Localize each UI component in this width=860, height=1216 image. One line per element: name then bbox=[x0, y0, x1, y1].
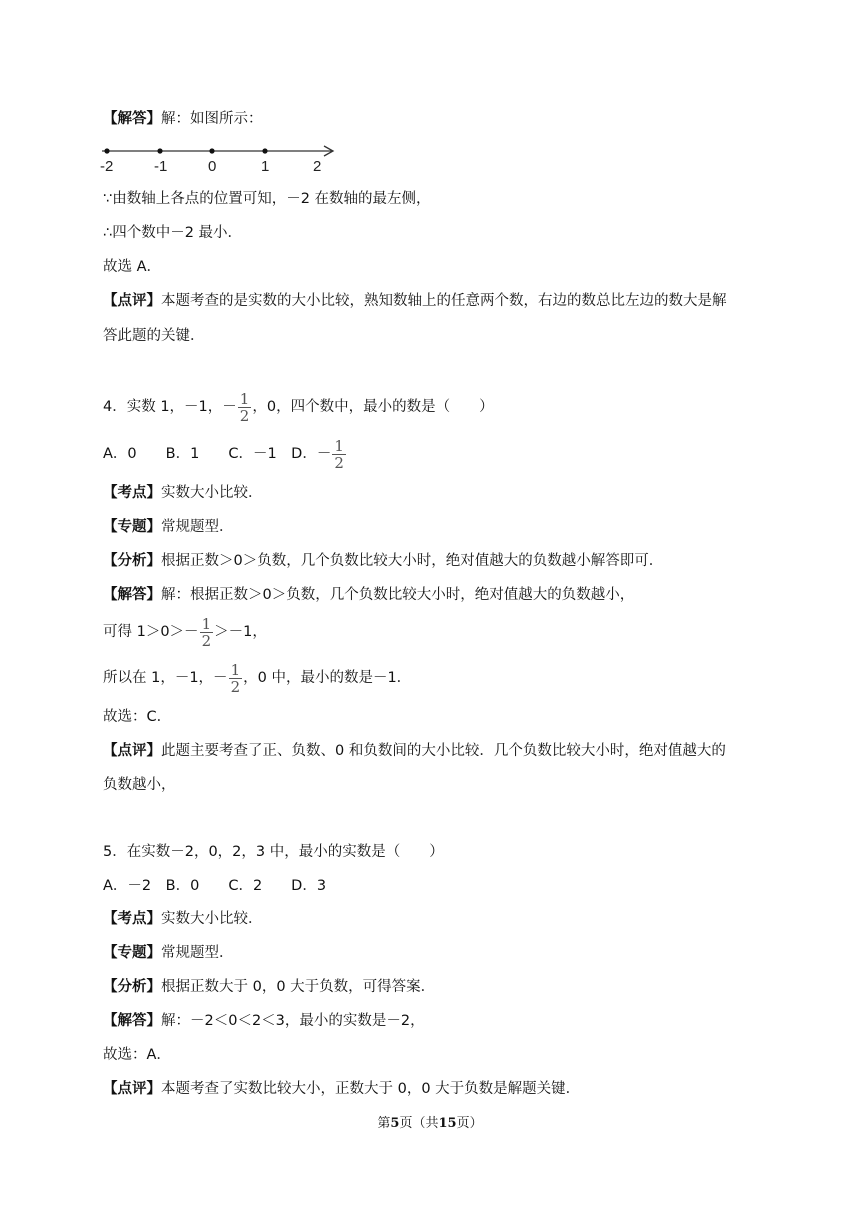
fraction-one-half bbox=[200, 616, 214, 649]
q4-suoyi bbox=[103, 657, 411, 699]
tick-label-0: 0 bbox=[208, 158, 217, 175]
s3-answer-line bbox=[103, 108, 263, 130]
q5-fenxi bbox=[103, 976, 435, 998]
answer-heading: 【解答】 bbox=[103, 587, 161, 603]
s3-choose: 故选 A． bbox=[103, 259, 162, 275]
fenxi-heading: 【分析】 bbox=[103, 553, 161, 569]
comment-text: 本题考查的是实数的大小比较，熟知数轴上的任意两个数，右边的数总比左边的数大是解 bbox=[161, 293, 727, 309]
q4-answer bbox=[103, 584, 634, 606]
comment-heading: 【点评】 bbox=[103, 293, 161, 309]
q4-options bbox=[103, 433, 347, 475]
tick-label-1: 1 bbox=[261, 158, 270, 175]
q4-kaodian bbox=[103, 482, 263, 504]
zhuanti-heading: 【专题】 bbox=[103, 519, 161, 535]
q4-stem-pre: 4．实数 1，－1，－ bbox=[103, 399, 237, 415]
q4-comment-line-1 bbox=[103, 740, 726, 762]
q4-stem-post: ，0，四个数中，最小的数是（ ） bbox=[252, 399, 494, 415]
s3-reason-1: ∵由数轴上各点的位置可知，－2 在数轴的最左侧， bbox=[103, 191, 431, 207]
fraction-numerator: 1 bbox=[230, 660, 241, 679]
kaodian-text: 实数大小比较． bbox=[161, 911, 263, 927]
fraction-one-half bbox=[332, 438, 346, 471]
footer-page-number: 5 bbox=[390, 1116, 400, 1131]
q5-zhuanti bbox=[103, 942, 234, 964]
kaodian-heading: 【考点】 bbox=[103, 485, 161, 501]
kaodian-text: 实数大小比较． bbox=[161, 485, 263, 501]
s3-comment-line-1 bbox=[103, 290, 727, 312]
tick-label-neg1: -1 bbox=[154, 158, 168, 175]
q4-suoyi-post: ，0 中，最小的数是－1． bbox=[243, 670, 412, 686]
fraction-one-half bbox=[229, 662, 243, 695]
q5-kaodian bbox=[103, 908, 263, 930]
q4-stem bbox=[103, 386, 494, 428]
q5-stem: 5．在实数－2，0，2，3 中，最小的实数是（ ） bbox=[103, 844, 444, 860]
fraction-one-half bbox=[238, 391, 252, 424]
comment-heading: 【点评】 bbox=[103, 1081, 161, 1097]
point-0 bbox=[209, 148, 214, 153]
q4-zhuanti bbox=[103, 516, 234, 538]
s3-reason-2: ∴四个数中－2 最小． bbox=[103, 225, 243, 241]
tick-label-neg2: -2 bbox=[100, 158, 114, 175]
q5-comment bbox=[103, 1078, 580, 1100]
fenxi-text: 根据正数大于 0，0 大于负数，可得答案． bbox=[161, 979, 436, 995]
fenxi-heading: 【分析】 bbox=[103, 979, 161, 995]
q4-kede-pre: 可得 1＞0＞－ bbox=[103, 624, 199, 640]
zhuanti-heading: 【专题】 bbox=[103, 945, 161, 961]
fraction-denominator: 2 bbox=[239, 406, 250, 425]
answer-text: 解：－2＜0＜2＜3，最小的实数是－2， bbox=[161, 1013, 425, 1029]
q4-kede bbox=[103, 611, 267, 653]
fraction-denominator: 2 bbox=[230, 677, 241, 696]
s3-comment-line-2: 答此题的关键． bbox=[103, 328, 205, 344]
footer-total-pages: 15 bbox=[438, 1116, 457, 1131]
comment-text: 本题考查了实数比较大小，正数大于 0，0 大于负数是解题关键． bbox=[161, 1081, 581, 1097]
zhuanti-text: 常规题型． bbox=[161, 519, 234, 535]
kaodian-heading: 【考点】 bbox=[103, 911, 161, 927]
point-neg2 bbox=[104, 148, 109, 153]
q4-fenxi bbox=[103, 550, 663, 572]
answer-text: 解：根据正数＞0＞负数，几个负数比较大小时，绝对值越大的负数越小， bbox=[161, 587, 635, 603]
answer-heading: 【解答】 bbox=[103, 1013, 161, 1029]
q5-options: A．－2 B．0 C．2 D．3 bbox=[103, 878, 327, 894]
zhuanti-text: 常规题型． bbox=[161, 945, 234, 961]
comment-text: 此题主要考查了正、负数、0 和负数间的大小比较．几个负数比较大小时，绝对值越大的 bbox=[161, 743, 726, 759]
point-1 bbox=[262, 148, 267, 153]
q4-options-text: A．0 B．1 C．－1 D．－ bbox=[103, 446, 332, 462]
q4-comment-line-2: 负数越小， bbox=[103, 777, 176, 793]
footer-pre: 第 bbox=[377, 1116, 391, 1131]
fraction-denominator: 2 bbox=[334, 453, 344, 472]
q4-suoyi-pre: 所以在 1，－1，－ bbox=[103, 670, 228, 686]
fraction-denominator: 2 bbox=[201, 631, 212, 650]
q4-choose: 故选：C． bbox=[103, 709, 172, 725]
q5-answer bbox=[103, 1010, 425, 1032]
fraction-numerator: 1 bbox=[201, 614, 212, 633]
footer-post: 页） bbox=[456, 1116, 483, 1131]
fraction-numerator: 1 bbox=[334, 436, 344, 455]
tick-label-2: 2 bbox=[313, 158, 322, 175]
answer-heading: 【解答】 bbox=[103, 111, 161, 127]
fenxi-text: 根据正数＞0＞负数，几个负数比较大小时，绝对值越大的负数越小解答即可． bbox=[161, 553, 664, 569]
page-footer bbox=[0, 1112, 860, 1131]
answer-text: 解：如图所示： bbox=[161, 111, 263, 127]
q4-kede-post: ＞－1， bbox=[214, 624, 267, 640]
footer-mid: 页（共 bbox=[399, 1116, 439, 1131]
fraction-numerator: 1 bbox=[239, 389, 250, 408]
q5-choose: 故选：A． bbox=[103, 1047, 171, 1063]
comment-heading: 【点评】 bbox=[103, 743, 161, 759]
point-neg1 bbox=[157, 148, 162, 153]
number-line bbox=[96, 140, 346, 176]
